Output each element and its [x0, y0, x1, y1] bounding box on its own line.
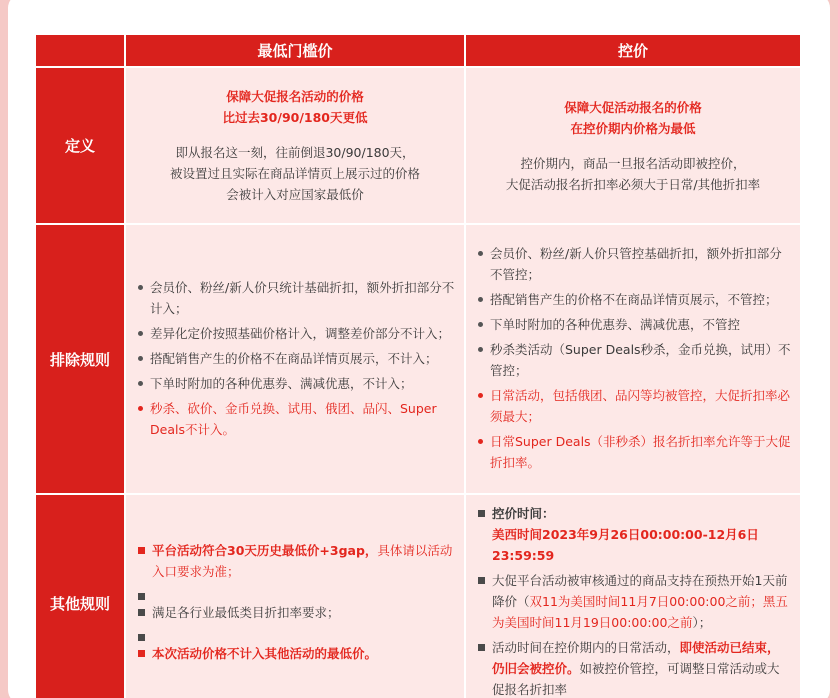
- other-price-control-list: [476, 503, 792, 698]
- list-item: [136, 643, 456, 664]
- definition-min-price-cell: [125, 67, 465, 224]
- other-rules-row: [35, 494, 801, 698]
- definition-price-control-title: 保障大促活动报名的价格 在控价期内价格为最低: [564, 99, 702, 136]
- other-min-price-cell: [125, 494, 465, 698]
- list-item: 会员价、粉丝/新人价只统计基础折扣，额外折扣部分不计入；: [136, 277, 456, 319]
- item-text: 大促平台活动被审核通过的商品支持在预热开始1天前降价（: [492, 573, 788, 609]
- emphasis-text: 双11为美国时间11月7日00:00:00之前；黑五为美国时间11月19日00:00:00之前: [492, 594, 788, 630]
- definition-min-price-body: 即从报名这一刻，往前倒退30/90/180天， 被设置过且实际在商品详情页上展示过的价格 会被计入对应国家最低价: [169, 145, 420, 202]
- table-header-row: [35, 34, 801, 67]
- exclusion-row: [35, 224, 801, 494]
- other-min-price-list: [136, 540, 456, 664]
- item-text: 具体请以活动入口要求为准；: [152, 542, 453, 579]
- list-item: 秒杀类活动（Super Deals秒杀，金币兑换，试用）不管控；: [476, 339, 792, 381]
- list-item: 日常活动，包括俄团、品闪等均被管控，大促折扣率必须最大；: [476, 385, 792, 427]
- list-item: 会员价、粉丝/新人价只管控基础折扣，额外折扣部分不管控；: [476, 243, 792, 285]
- definition-price-control-cell: [465, 67, 801, 224]
- column-header-price-control: 控价: [465, 34, 801, 67]
- row-label-exclusion: 排除规则: [35, 224, 125, 494]
- list-item: 满足各行业最低类目折扣率要求；: [136, 602, 456, 623]
- control-time-label: 控价时间：: [492, 506, 555, 521]
- item-text: 如被控价管控，可调整日常活动或大促报名折扣率: [492, 661, 780, 697]
- list-item: 下单时附加的各种优惠券、满减优惠，不管控: [476, 314, 792, 335]
- list-item: [476, 570, 792, 633]
- exclusion-price-control-cell: [465, 224, 801, 494]
- row-label-definition: 定义: [35, 67, 125, 224]
- list-item: [136, 540, 456, 582]
- emphasis-text: 即使活动已结束，仍旧会被控价。: [492, 640, 780, 676]
- list-item: 日常Super Deals（非秒杀）报名折扣率允许等于大促折扣率。: [476, 431, 792, 473]
- list-item: 秒杀、砍价、金币兑换、试用、俄团、品闪、Super Deals不计入。: [136, 398, 456, 440]
- exclusion-price-control-list: [476, 243, 792, 473]
- list-item: 搭配销售产生的价格不在商品详情页展示，不计入；: [136, 348, 456, 369]
- list-item: 下单时附加的各种优惠券、满减优惠，不计入；: [136, 373, 456, 394]
- exclusion-min-price-cell: [125, 224, 465, 494]
- column-header-min-price: 最低门槛价: [125, 34, 465, 67]
- definition-price-control-body: 控价期内，商品一旦报名活动即被控价， 大促活动报名折扣率必须大于日常/其他折扣率: [505, 155, 761, 192]
- definition-row: [35, 67, 801, 224]
- list-item: [476, 637, 792, 698]
- list-item: 差异化定价按照基础价格计入，调整差价部分不计入；: [136, 323, 456, 344]
- list-item: 搭配销售产生的价格不在商品详情页展示，不管控；: [476, 289, 792, 310]
- other-price-control-cell: [465, 494, 801, 698]
- spacer: [136, 627, 456, 639]
- control-time-range: 美西时间2023年9月26日00:00:00-12月6日23:59:59: [492, 527, 759, 563]
- definition-min-price-title: 保障大促报名活动的价格 比过去30/90/180天更低: [222, 89, 368, 125]
- table-corner-cell: [35, 34, 125, 67]
- spacer: [136, 586, 456, 598]
- list-item: [476, 503, 792, 566]
- rules-comparison-table: [34, 33, 802, 698]
- item-text: ）；: [692, 615, 712, 630]
- exclusion-min-price-list: [136, 277, 456, 440]
- emphasis-text: 平台活动符合30天历史最低价+3gap，: [152, 542, 378, 558]
- item-text: 活动时间在控价期内的日常活动，: [492, 640, 680, 655]
- row-label-other: 其他规则: [35, 494, 125, 698]
- emphasis-text: 本次活动价格不计入其他活动的最低价。: [152, 645, 378, 661]
